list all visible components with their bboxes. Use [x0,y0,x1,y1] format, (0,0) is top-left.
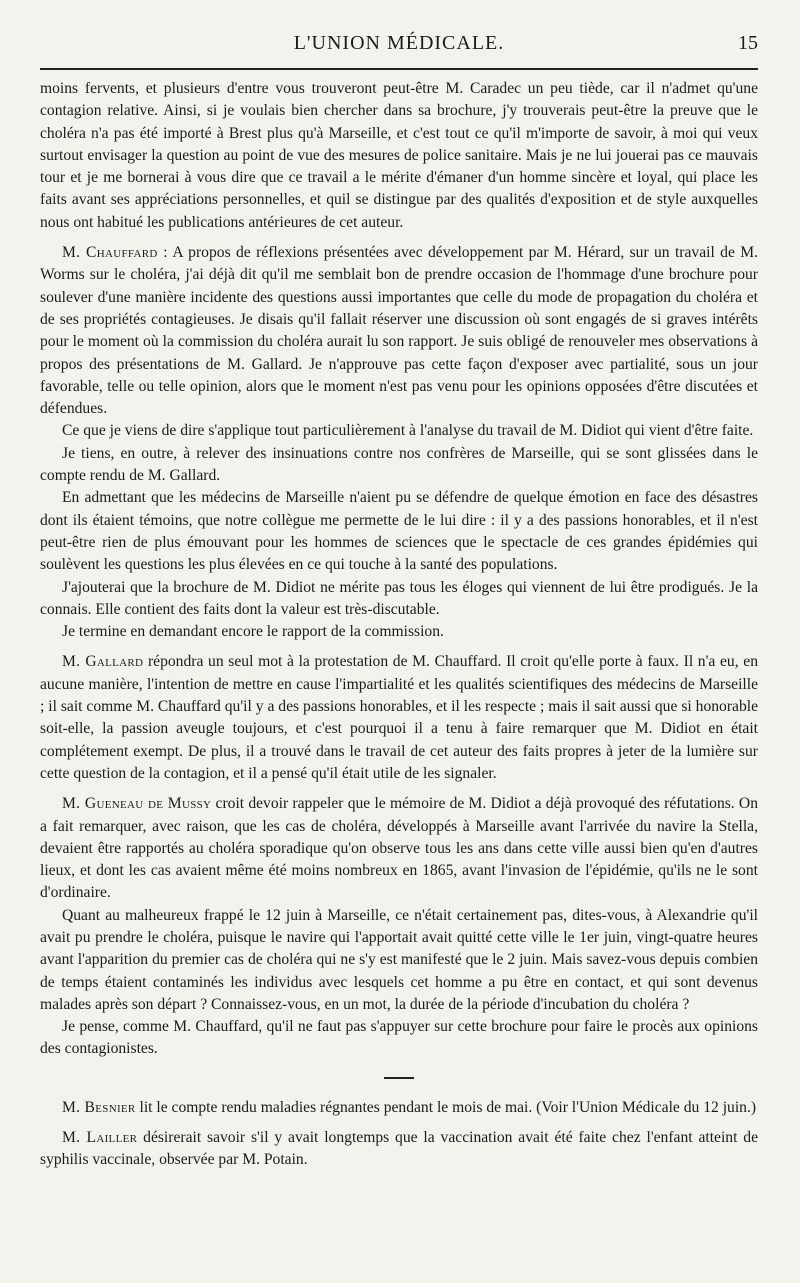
body-text [40,78,758,1172]
paragraph: M. Chauffard : A propos de réflexions présentées avec développement par M. Hérard, sur un travail de M. Worms sur le choléra, j'ai déjà dit qu'il me semblait bon de prendre occasion de l'hommage d'une brochure pour soulever d'une manière incidente des questions aussi importantes que celle du mode de propagation du choléra et de ses propriétés contagieuses. Je disais qu'il fallait réserver une discussion où sont engagés de si graves intérêts pour le moment où la commission du choléra aurait lu son rapport. Je suis obligé de renouveler mes observations à propos des présentations de M. Gallard. Je n'approuve pas cette façon d'exposer avec partialité, sous un jour favorable, telle ou telle opinion, alors que le moment n'est pas venu pour les opinions opposées d'être discutées et défendues. [40,244,758,418]
running-header [40,28,758,68]
speaker-name: M. Lailler [62,1129,138,1147]
paragraph: En admettant que les médecins de Marseille n'aient pu se défendre de quelque émotion en face des désastres dont ils étaient témoins, que notre collègue me permette de le lui dire : il y a des passions honorables, et il n'est peut-être rien de plus émouvant pour les hommes de sciences que le spectacle de ces grandes épidémies qui soulèvent les questions les plus élevées en ce qui touche à la santé des populations. [40,489,758,574]
paragraph: Je tiens, en outre, à relever des insinuations contre nos confrères de Marseille, qui se sont glissées dans le compte rendu de M. Gallard. [40,444,758,485]
paragraph: moins fervents, et plusieurs d'entre vous trouveront peut-être M. Caradec un peu tiède, car il n'admet qu'une contagion relative. Ainsi, si je voulais bien chercher dans sa brochure, j'y trouverais peut-être la preuve que le choléra n'a pas été importé à Brest plus qu'à Marseille, et c'est tout ce qu'il m'importe de savoir, à moi qui veux surtout envisager la question au point de vue des mesures de police sanitaire. Mais je ne lui jouerai pas ce mauvais tour et je me bornerai à vous dire que ce travail a le mérite d'émaner d'un homme sincère et loyal, qui place les faits avant ses appréciations personnelles, et quil se distingue par des qualités d'exposition et de style auxquelles nous ont habitué les publications antérieures de cet auteur. [40,80,758,231]
page-number: 15 [738,32,758,54]
speaker-name: M. Besnier [62,1098,136,1116]
header-rule [40,68,758,70]
paragraph: M. Lailler désirerait savoir s'il y avait longtemps que la vaccination avait été faite chez l'enfant atteint de syphilis vaccinale, observée par M. Potain. [40,1129,758,1169]
paragraph: M. Besnier lit le compte rendu maladies régnantes pendant le mois de mai. (Voir l'Union Médicale du 12 juin.) [62,1098,757,1116]
paragraph: Ce que je viens de dire s'applique tout particulièrement à l'analyse du travail de M. Didiot qui vient d'être faite. [62,422,754,440]
paragraph: Je termine en demandant encore le rapport de la commission. [62,623,444,641]
section-separator [384,1077,414,1079]
speaker-name: M. Chauffard : [62,244,168,262]
speaker-name: M. Gueneau de Mussy [62,795,212,813]
journal-title: L'UNION MÉDICALE. [293,32,505,54]
paragraph: M. Gueneau de Mussy croit devoir rappeler que le mémoire de M. Didiot a déjà provoqué des réfutations. On a fait remarquer, avec raison, que les cas de choléra, développés à Marseille avant l'arrivée du navire la Stella, devaient être rapportés au choléra sporadique qu'on observe tous les ans dans cette ville aussi bien qu'en d'autres lieux, et dont les cas avaient même été moins nombreux en 1865, avant l'invasion de l'épidémie, qu'ils ne le sont d'ordinaire. [40,795,758,902]
paragraph: M. Gallard répondra un seul mot à la protestation de M. Chauffard. Il croit qu'elle porte à faux. Il n'a eu, en aucune manière, l'intention de mettre en cause l'impartialité et les qualités scientifiques des médecins de Marseille ; il sait comme M. Chauffard qu'il y a des passions honorables, et il les respecte ; mais il sait aussi que si honorable soit-elle, la passion aveugle toujours, et c'est pourquoi il a tenu à faire remarquer que M. Didiot en était complétement exempt. De plus, il a trouvé dans le travail de cet auteur des faits propres à jeter de la lumière sur cette question de la contagion, et il a pensé qu'il était utile de les signaler. [40,653,758,782]
paragraph: Je pense, comme M. Chauffard, qu'il ne faut pas s'appuyer sur cette brochure pour faire le procès aux opinions des contagionistes. [40,1018,758,1058]
paragraph: J'ajouterai que la brochure de M. Didiot ne mérite pas tous les éloges qui viennent de lui être prodigués. Je la connais. Elle contient des faits dont la valeur est très-discutable. [40,578,758,618]
speaker-name: M. Gallard [62,653,144,671]
paragraph: Quant au malheureux frappé le 12 juin à Marseille, ce n'était certainement pas, dites-vous, à Alexandrie qu'il avait pu prendre le choléra, puisque le navire qui l'apportait avait quitté cette ville le 1er juin, vingt-quatre heures avant l'apparition du premier cas de choléra qui ne s'y est manifesté que le 2 juin. Mais savez-vous depuis combien de temps étaient contaminés les individus avec lesquels cet homme a pu être en contact, et qui sont devenus malades après son départ ? Connaissez-vous, en un mot, la durée de la période d'incubation du choléra ? [40,906,758,1013]
